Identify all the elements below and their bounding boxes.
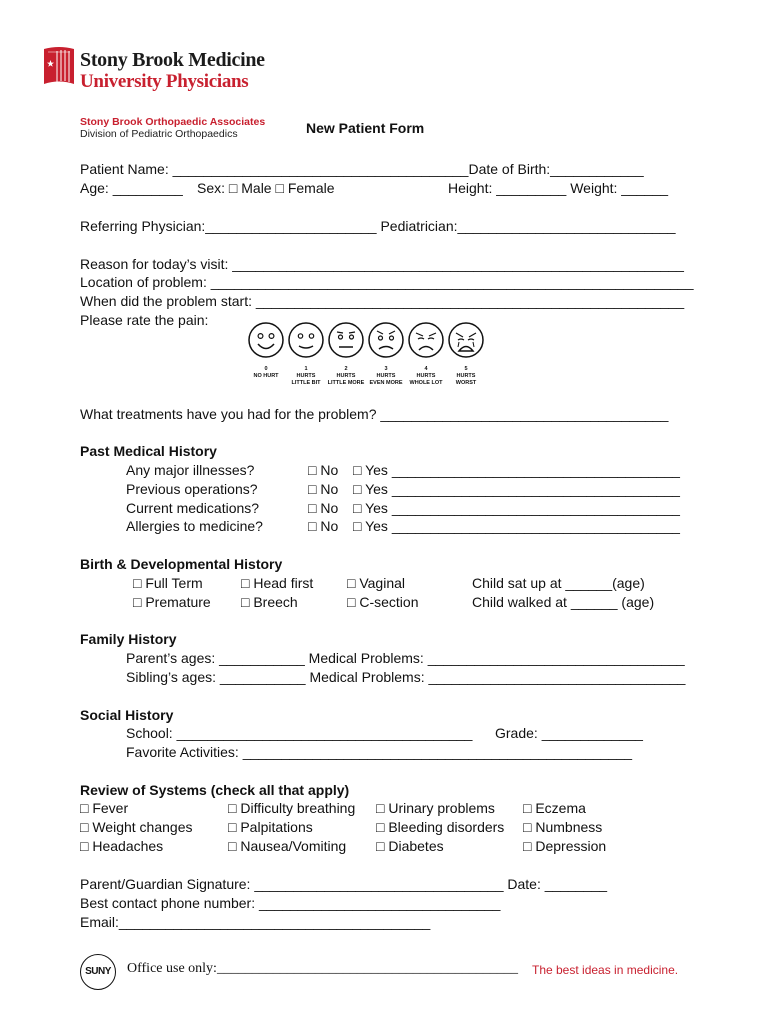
height-weight-field[interactable]: Height: _________ Weight: ______ — [448, 180, 669, 196]
patient-name-dob-field[interactable]: Patient Name: ______________________________________Date of Birth:____________ — [80, 161, 644, 177]
full-term-checkbox[interactable]: □ Full Term — [133, 575, 203, 591]
birth-history-heading: Birth & Developmental History — [80, 556, 283, 572]
head-first-checkbox[interactable]: □ Head first — [241, 575, 314, 591]
association-name: Stony Brook Orthopaedic Associates — [80, 116, 266, 128]
pmh-illnesses-no[interactable]: □ No — [308, 462, 339, 478]
pmh-medications-label: Current medications? — [126, 500, 260, 516]
parents-ages-field[interactable]: Parent’s ages: ___________ Medical Problems: _________________________________ — [126, 650, 685, 666]
pain-face-label-1-0: 1 — [304, 366, 308, 372]
pmh-operations-yes[interactable]: □ Yes _____________________________________ — [353, 481, 680, 497]
pain-face-label-0-0: 0 — [264, 366, 268, 372]
referring-pediatrician-field[interactable]: Referring Physician:______________________ Pediatrician:____________________________ — [80, 218, 676, 234]
pain-rate-label: Please rate the pain: — [80, 312, 209, 328]
family-history-heading: Family History — [80, 631, 177, 647]
pain-face-label-5-2: WORST — [455, 380, 477, 386]
tagline: The best ideas in medicine. — [532, 963, 679, 977]
pain-face-0 — [249, 323, 283, 357]
office-use-field: Office use only:___________________________________________ — [127, 961, 518, 976]
brand-name: Stony Brook Medicine — [80, 49, 265, 71]
bleeding-disorders-checkbox[interactable]: □ Bleeding disorders — [376, 819, 505, 835]
location-field[interactable]: Location of problem: ______________________________________________________________ — [80, 274, 694, 290]
age-field[interactable]: Age: _________ — [80, 180, 183, 196]
sex-checkboxes[interactable]: Sex: □ Male □ Female — [197, 180, 335, 196]
grade-field[interactable]: Grade: _____________ — [495, 725, 643, 741]
palpitations-checkbox[interactable]: □ Palpitations — [228, 819, 313, 835]
pain-face-label-4-1: HURTS — [416, 373, 436, 379]
vaginal-checkbox[interactable]: □ Vaginal — [347, 575, 406, 591]
pain-face-label-4-2: WHOLE LOT — [409, 380, 443, 386]
suny-logo: SUNY — [80, 954, 116, 990]
favorite-activities-field[interactable]: Favorite Activities: __________________________________________________ — [126, 744, 633, 760]
pain-faces-scale[interactable] — [246, 318, 496, 390]
numbness-checkbox[interactable]: □ Numbness — [523, 819, 603, 835]
pmh-illnesses-label: Any major illnesses? — [126, 462, 255, 478]
pmh-operations-no[interactable]: □ No — [308, 481, 339, 497]
pain-face-4 — [409, 323, 443, 357]
review-systems-heading: Review of Systems (check all that apply) — [80, 782, 350, 798]
pmh-illnesses-yes[interactable]: □ Yes _____________________________________ — [353, 462, 680, 478]
problem-start-field[interactable]: When did the problem start: _______________________________________________________ — [80, 293, 685, 309]
pain-face-label-1-2: LITTLE BIT — [291, 380, 321, 386]
contact-phone-field[interactable]: Best contact phone number: _______________________________ — [80, 895, 501, 911]
signature-date-field[interactable]: Parent/Guardian Signature: ________________________________ Date: ________ — [80, 876, 608, 892]
pain-face-5 — [449, 323, 483, 357]
pain-face-label-5-0: 5 — [464, 366, 468, 372]
diabetes-checkbox[interactable]: □ Diabetes — [376, 838, 444, 854]
pmh-allergies-yes[interactable]: □ Yes _____________________________________ — [353, 518, 680, 534]
email-field[interactable]: Email:________________________________________ — [80, 914, 431, 930]
pain-face-label-5-1: HURTS — [456, 373, 476, 379]
c-section-checkbox[interactable]: □ C-section — [347, 594, 419, 610]
pmh-operations-label: Previous operations? — [126, 481, 258, 497]
pmh-allergies-label: Allergies to medicine? — [126, 518, 263, 534]
pain-face-label-4-0: 4 — [424, 366, 428, 372]
urinary-problems-checkbox[interactable]: □ Urinary problems — [376, 800, 495, 816]
pain-face-label-2-2: LITTLE MORE — [327, 380, 365, 386]
eczema-checkbox[interactable]: □ Eczema — [523, 800, 586, 816]
past-medical-heading: Past Medical History — [80, 443, 217, 459]
pain-face-label-3-2: EVEN MORE — [369, 380, 403, 386]
brand-subtitle: University Physicians — [80, 71, 249, 92]
weight-changes-checkbox[interactable]: □ Weight changes — [80, 819, 193, 835]
pain-face-label-1-1: HURTS — [296, 373, 316, 379]
difficulty-breathing-checkbox[interactable]: □ Difficulty breathing — [228, 800, 356, 816]
pain-face-label-3-0: 3 — [384, 366, 388, 372]
pmh-medications-yes[interactable]: □ Yes _____________________________________ — [353, 500, 680, 516]
stony-brook-shield-logo — [44, 46, 74, 84]
breech-checkbox[interactable]: □ Breech — [241, 594, 298, 610]
form-title: New Patient Form — [306, 120, 425, 136]
pain-face-3 — [369, 323, 403, 357]
treatments-field[interactable]: What treatments have you had for the problem? _____________________________________ — [80, 406, 669, 422]
pain-face-1 — [289, 323, 323, 357]
reason-field[interactable]: Reason for today’s visit: __________________________________________________________ — [80, 256, 684, 272]
depression-checkbox[interactable]: □ Depression — [523, 838, 607, 854]
school-field[interactable]: School: ______________________________________ — [126, 725, 473, 741]
nausea-vomiting-checkbox[interactable]: □ Nausea/Vomiting — [228, 838, 347, 854]
headaches-checkbox[interactable]: □ Headaches — [80, 838, 164, 854]
pain-face-label-0-1: NO HURT — [253, 373, 279, 379]
premature-checkbox[interactable]: □ Premature — [133, 594, 211, 610]
social-history-heading: Social History — [80, 707, 174, 723]
pain-face-label-3-1: HURTS — [376, 373, 396, 379]
pmh-allergies-no[interactable]: □ No — [308, 518, 339, 534]
pain-face-label-2-0: 2 — [344, 366, 348, 372]
siblings-ages-field[interactable]: Sibling’s ages: ___________ Medical Problems: _________________________________ — [126, 669, 686, 685]
sat-up-age-field[interactable]: Child sat up at ______(age) — [472, 575, 645, 591]
fever-checkbox[interactable]: □ Fever — [80, 800, 129, 816]
pain-face-label-2-1: HURTS — [336, 373, 356, 379]
walked-age-field[interactable]: Child walked at ______ (age) — [472, 594, 655, 610]
division-name: Division of Pediatric Orthopaedics — [80, 128, 238, 140]
pmh-medications-no[interactable]: □ No — [308, 500, 339, 516]
pain-face-2 — [329, 323, 363, 357]
